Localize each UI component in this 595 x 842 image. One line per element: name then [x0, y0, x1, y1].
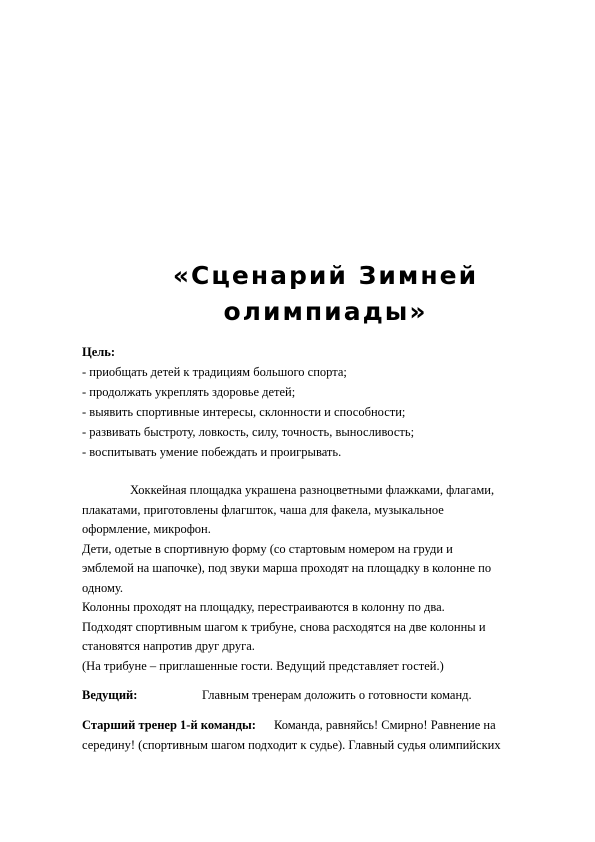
paragraph-line: (На трибуне – приглашенные гости. Ведущий представляет гостей.) — [82, 658, 444, 673]
paragraph-line: эмблемой на шапочке), под звуки марша проходят на площадку в колонне по — [82, 561, 492, 575]
goal-section — [82, 342, 562, 462]
paragraph-line: Хоккейная площадка украшена разноцветными флажками, флагами, — [130, 483, 495, 497]
scene-description — [82, 481, 562, 676]
paragraph-line: Подходят спортивным шагом к трибуне, снова расходятся на две колонны и — [82, 619, 486, 634]
document-title — [82, 258, 569, 330]
paragraph-line: одному. — [82, 580, 123, 595]
goal-item: - продолжать укреплять здоровье детей; — [82, 385, 296, 399]
presenter-line — [82, 686, 562, 706]
coach-text-2: середину! (спортивным шагом подходит к судье). Главный судья олимпийских — [82, 737, 501, 752]
goal-item: - выявить спортивные интересы, склонности и способности; — [82, 405, 406, 419]
goal-item: - воспитывать умение побеждать и проигрывать. — [82, 445, 342, 459]
presenter-text: Главным тренерам доложить о готовности команд. — [202, 688, 472, 702]
coach-role: Старший тренер 1-й команды: — [82, 718, 256, 732]
goal-heading: Цель: — [82, 345, 116, 359]
presenter-role: Ведущий: — [82, 688, 138, 702]
goal-item: - приобщать детей к традициям большого спорта; — [82, 365, 347, 379]
paragraph-line: Дети, одетые в спортивную форму (со стартовым номером на груди и — [82, 541, 453, 556]
paragraph-line: оформление, микрофон. — [82, 522, 211, 536]
paragraph-line: плакатами, приготовлены флагшток, чаша для факела, музыкальное — [82, 502, 444, 517]
paragraph-line: становятся напротив друг друга. — [82, 639, 255, 653]
title-line-1: «Сценарий Зимней — [172, 261, 479, 290]
goal-item: - развивать быстроту, ловкость, силу, точность, выносливость; — [82, 425, 415, 439]
coach-line — [82, 716, 562, 755]
title-line-2: олимпиады» — [223, 297, 428, 326]
paragraph-line: Колонны проходят на площадку, перестраиваются в колонну по два. — [82, 600, 445, 614]
coach-text-1: Команда, равняйсь! Смирно! Равнение на — [273, 718, 496, 732]
